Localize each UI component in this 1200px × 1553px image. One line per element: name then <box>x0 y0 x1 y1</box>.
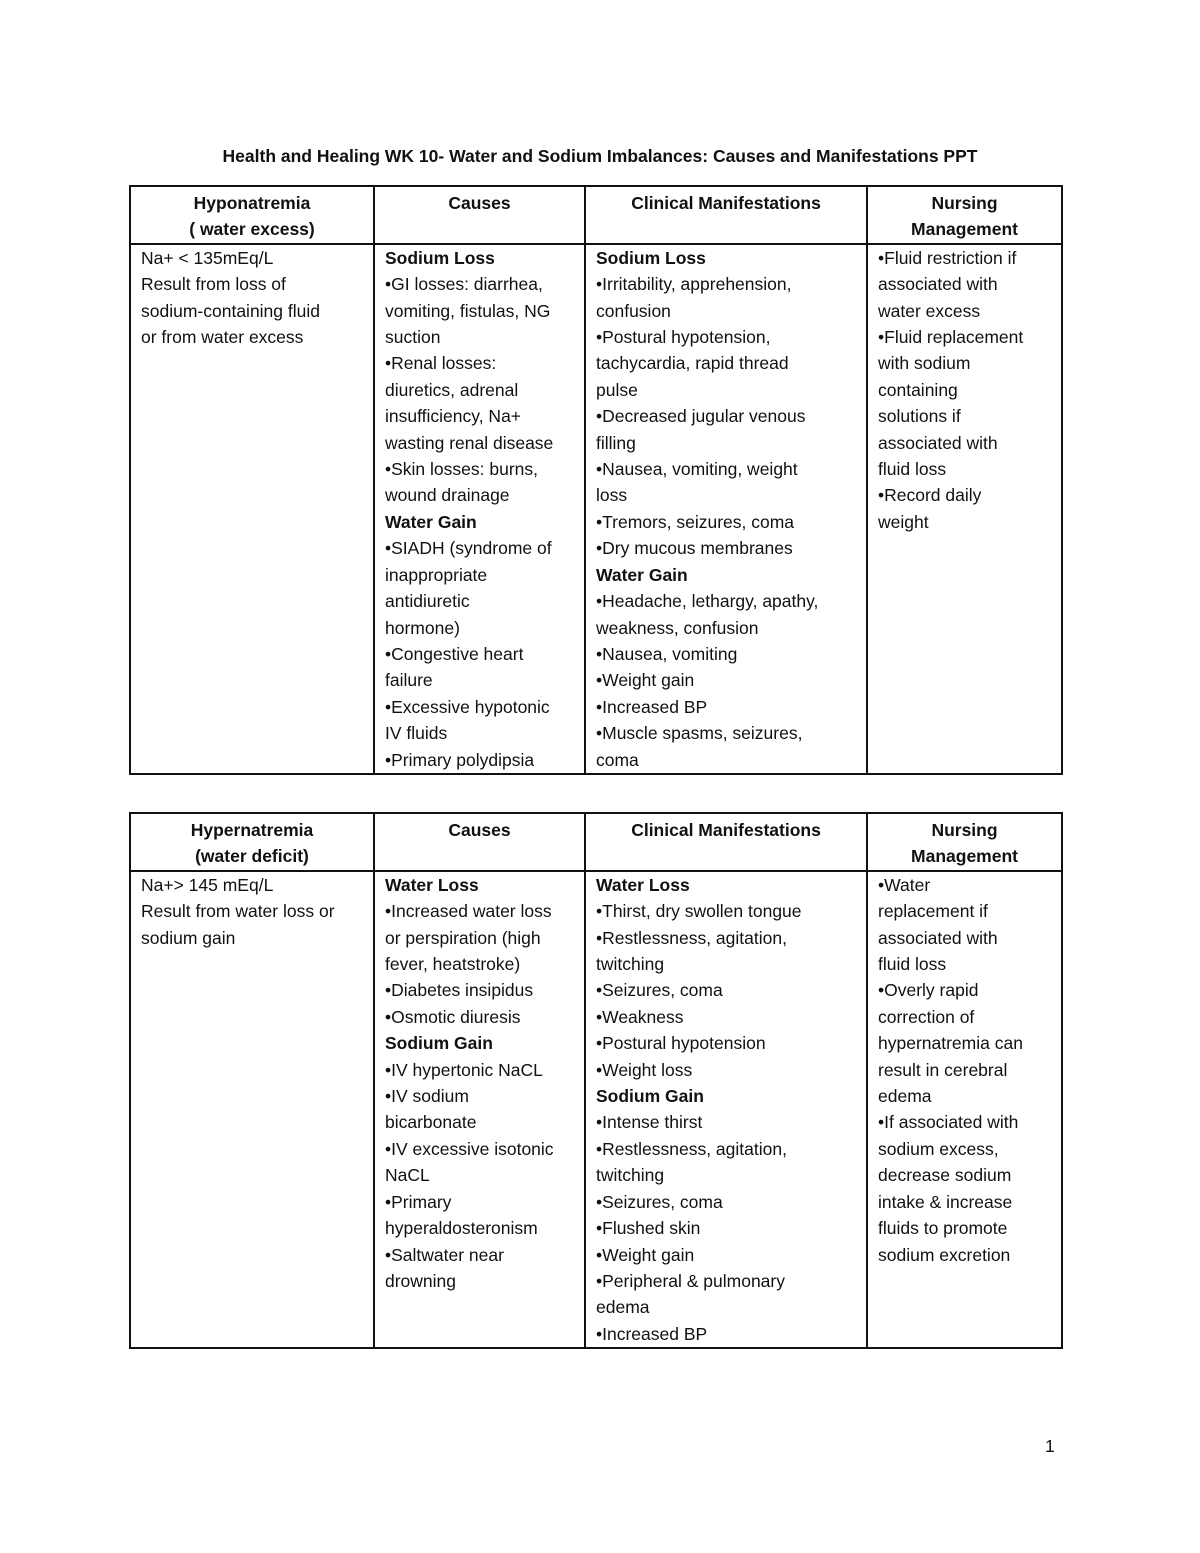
text-line: sodium excess, <box>878 1138 999 1159</box>
text-line: IV fluids <box>385 723 448 744</box>
causes-section-title: Sodium Loss <box>385 247 495 268</box>
text-line: weight <box>878 511 929 532</box>
hypernatremia-table <box>129 812 1063 1349</box>
text-line: suction <box>385 327 441 348</box>
table-header-row <box>130 186 1062 244</box>
text-line: fever, heatstroke) <box>385 954 521 975</box>
manifestations-header: Clinical Manifestations <box>585 186 867 244</box>
text-line: •GI losses: diarrhea, <box>385 274 543 295</box>
page-number: 1 <box>1045 1436 1055 1456</box>
text-line: containing <box>878 379 958 400</box>
text-line: •Nausea, vomiting, weight <box>596 459 798 480</box>
text-line: coma <box>596 749 639 770</box>
text-line: bicarbonate <box>385 1112 477 1133</box>
text-line: •Excessive hypotonic <box>385 696 550 717</box>
text-line: drowning <box>385 1270 457 1291</box>
text-line: associated with <box>878 432 998 453</box>
text-line: •Primary <box>385 1191 452 1212</box>
text-line: •Weight loss <box>596 1059 693 1080</box>
text-line: •Primary polydipsia <box>385 749 535 770</box>
text-line: •Saltwater near <box>385 1244 504 1265</box>
manifestations-header: Clinical Manifestations <box>585 813 867 871</box>
text-line: sodium excretion <box>878 1244 1011 1265</box>
condition-name: Hypernatremia <box>190 820 314 840</box>
text-line: filling <box>596 432 636 453</box>
text-line: •IV excessive isotonic <box>385 1138 554 1159</box>
causes-header: Causes <box>374 186 585 244</box>
text-line: or perspiration (high <box>385 927 541 948</box>
causes-cell <box>374 871 585 1348</box>
text-line: pulse <box>596 379 638 400</box>
text-line: •Tremors, seizures, coma <box>596 511 795 532</box>
manifestations-section-list <box>596 1109 858 1347</box>
text-line: failure <box>385 670 433 691</box>
text-line: correction of <box>878 1006 975 1027</box>
text-line: sodium-containing fluid <box>141 300 320 321</box>
text-line: •IV sodium <box>385 1086 469 1107</box>
text-line: solutions if <box>878 406 961 427</box>
table-body-row <box>130 244 1062 774</box>
causes-section-list <box>385 535 576 773</box>
text-line: Na+ < 135mEq/L <box>141 247 274 268</box>
causes-section-list <box>385 271 576 509</box>
text-line: •Muscle spasms, seizures, <box>596 723 803 744</box>
manifestations-section-list <box>596 898 858 1083</box>
text-line: insufficiency, Na+ <box>385 406 522 427</box>
causes-section-title: Sodium Gain <box>385 1033 493 1054</box>
text-line: •Increased BP <box>596 1323 708 1344</box>
text-line: associated with <box>878 927 998 948</box>
text-line: •If associated with <box>878 1112 1019 1133</box>
text-line: sodium gain <box>141 927 236 948</box>
text-line: wound drainage <box>385 485 510 506</box>
text-line: •Postural hypotension, <box>596 327 771 348</box>
text-line: replacement if <box>878 901 988 922</box>
manifestations-section-list <box>596 588 858 773</box>
text-line: •Irritability, apprehension, <box>596 274 792 295</box>
document-title: Health and Healing WK 10- Water and Sodium Imbalances: Causes and Manifestations PPT <box>222 146 978 166</box>
text-line: •Water <box>878 874 931 895</box>
text-line: •Congestive heart <box>385 643 524 664</box>
causes-section-title: Water Loss <box>385 874 479 895</box>
text-line: •SIADH (syndrome of <box>385 538 552 559</box>
causes-header: Causes <box>374 813 585 871</box>
text-line: •Fluid replacement <box>878 327 1024 348</box>
nursing-management-cell <box>867 871 1062 1348</box>
text-line: Result from loss of <box>141 274 286 295</box>
text-line: •Increased BP <box>596 696 708 717</box>
text-line: twitching <box>596 1165 665 1186</box>
text-line: edema <box>596 1297 650 1318</box>
text-line: twitching <box>596 954 665 975</box>
hyponatremia-table <box>129 185 1063 775</box>
text-line: result in cerebral <box>878 1059 1008 1080</box>
text-line: hypernatremia can <box>878 1033 1023 1054</box>
table-body-row <box>130 871 1062 1348</box>
text-line: •Headache, lethargy, apathy, <box>596 591 819 612</box>
text-line: •Nausea, vomiting <box>596 643 738 664</box>
manifestations-section-title: Sodium Loss <box>596 247 706 268</box>
text-line: •Flushed skin <box>596 1218 701 1239</box>
definition-cell <box>130 871 374 1348</box>
text-line: inappropriate <box>385 564 488 585</box>
text-line: associated with <box>878 274 998 295</box>
text-line: Result from water loss or <box>141 901 335 922</box>
condition-subtitle: ( water excess) <box>189 219 315 240</box>
text-line: •Fluid restriction if <box>878 247 1017 268</box>
text-line: fluid loss <box>878 954 947 975</box>
manifestations-section-title: Water Gain <box>596 564 688 585</box>
nursing-management-header: Nursing Management <box>867 813 1062 871</box>
condition-header <box>130 186 374 244</box>
text-line: •Overly rapid <box>878 980 979 1001</box>
text-line: hormone) <box>385 617 460 638</box>
condition-header <box>130 813 374 871</box>
text-line: loss <box>596 485 628 506</box>
text-line: tachycardia, rapid thread <box>596 353 789 374</box>
text-line: •Seizures, coma <box>596 980 723 1001</box>
text-line: antidiuretic <box>385 591 470 612</box>
text-line: •Record daily <box>878 485 982 506</box>
text-line: •Increased water loss <box>385 901 552 922</box>
text-line: •Decreased jugular venous <box>596 406 806 427</box>
text-line: •Renal losses: <box>385 353 497 374</box>
causes-section-title: Water Gain <box>385 511 477 532</box>
manifestations-section-list <box>596 271 858 561</box>
causes-cell <box>374 244 585 774</box>
causes-section-list <box>385 898 576 1030</box>
table-header-row <box>130 813 1062 871</box>
text-line: •Weakness <box>596 1006 684 1027</box>
text-line: •Dry mucous membranes <box>596 538 793 559</box>
text-line: fluid loss <box>878 459 947 480</box>
text-line: hyperaldosteronism <box>385 1218 538 1239</box>
text-line: •Seizures, coma <box>596 1191 723 1212</box>
manifestations-section-title: Sodium Gain <box>596 1086 704 1107</box>
text-line: •Osmotic diuresis <box>385 1006 521 1027</box>
manifestations-cell <box>585 871 867 1348</box>
text-line: or from water excess <box>141 327 304 348</box>
condition-subtitle: (water deficit) <box>195 846 309 867</box>
causes-section-list <box>385 1057 576 1295</box>
definition-cell <box>130 244 374 774</box>
text-line: •Restlessness, agitation, <box>596 1138 787 1159</box>
manifestations-section-title: Water Loss <box>596 874 690 895</box>
nursing-management-cell <box>867 244 1062 774</box>
text-line: confusion <box>596 300 671 321</box>
condition-name: Hyponatremia <box>193 193 311 213</box>
text-line: •Thirst, dry swollen tongue <box>596 901 802 922</box>
text-line: with sodium <box>878 353 971 374</box>
text-line: wasting renal disease <box>385 432 554 453</box>
text-line: fluids to promote <box>878 1218 1008 1239</box>
text-line: •Weight gain <box>596 1244 695 1265</box>
manifestations-cell <box>585 244 867 774</box>
text-line: intake & increase <box>878 1191 1013 1212</box>
text-line: weakness, confusion <box>596 617 759 638</box>
text-line: vomiting, fistulas, NG <box>385 300 551 321</box>
text-line: water excess <box>878 300 981 321</box>
text-line: •Peripheral & pulmonary <box>596 1270 785 1291</box>
text-line: •Weight gain <box>596 670 695 691</box>
text-line: •Skin losses: burns, <box>385 459 538 480</box>
text-line: edema <box>878 1086 932 1107</box>
nursing-management-header: Nursing Management <box>867 186 1062 244</box>
text-line: •IV hypertonic NaCL <box>385 1059 543 1080</box>
text-line: •Diabetes insipidus <box>385 980 534 1001</box>
text-line: NaCL <box>385 1165 430 1186</box>
text-line: Na+> 145 mEq/L <box>141 874 274 895</box>
text-line: •Restlessness, agitation, <box>596 927 787 948</box>
text-line: diuretics, adrenal <box>385 379 519 400</box>
text-line: decrease sodium <box>878 1165 1012 1186</box>
text-line: •Postural hypotension <box>596 1033 766 1054</box>
text-line: •Intense thirst <box>596 1112 703 1133</box>
